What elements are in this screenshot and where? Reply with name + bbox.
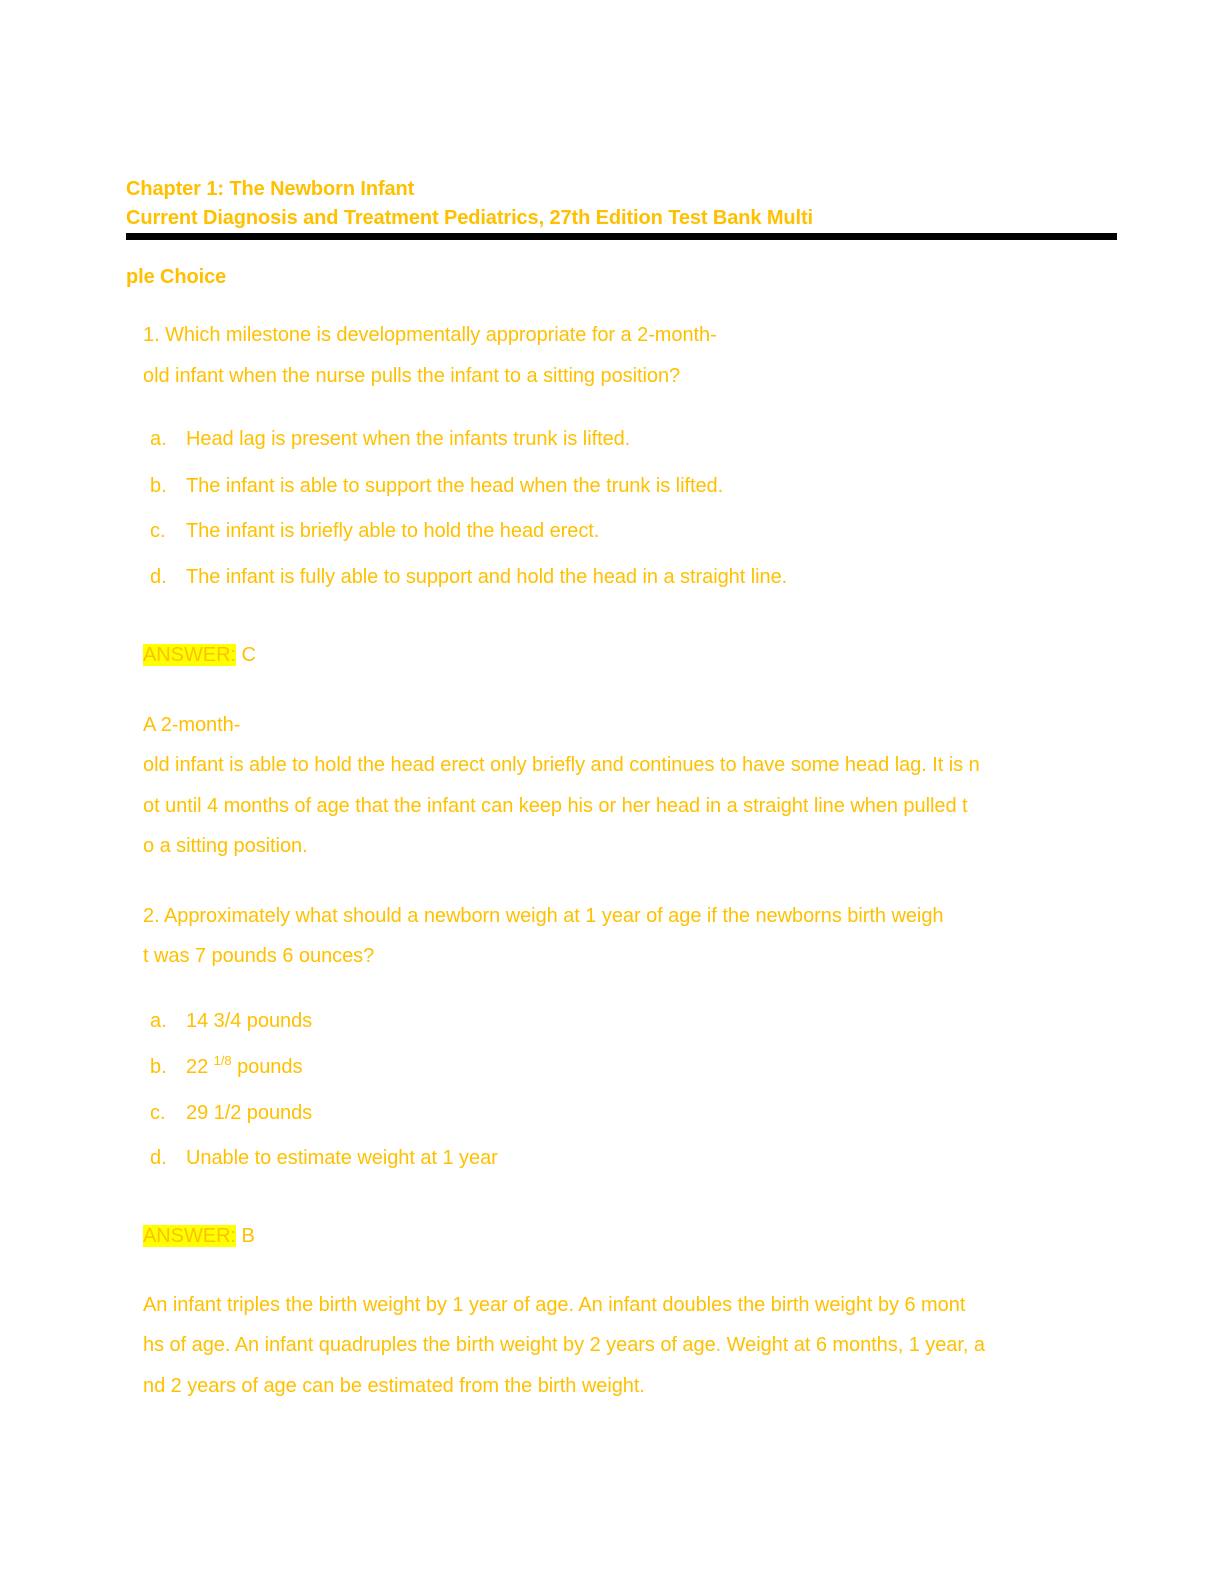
option-marker: c. [150,1102,166,1124]
option-marker: b. [150,1056,167,1078]
answer-label: ANSWER: [143,1225,236,1247]
section-label: ple Choice [126,266,227,288]
question-1-rationale-line-4: o a sitting position. [143,835,308,857]
answer-value: B [236,1225,255,1247]
header-divider [126,233,1117,240]
question-1-stem-line-1: 1. Which milestone is developmentally appropriate for a 2-month- [143,324,717,346]
question-2-stem-line-2: t was 7 pounds 6 ounces? [143,945,375,967]
option-marker: b. [150,475,167,497]
question-1-rationale-line-3: ot until 4 months of age that the infant can keep his or her head in a straight line when pulled t [143,795,968,817]
option-marker: d. [150,566,167,588]
option-text: 14 3/4 pounds [186,1010,313,1032]
question-1-rationale-line-2: old infant is able to hold the head erect only briefly and continues to have some head lag. It is n [143,754,980,776]
question-2-rationale-line-2: hs of age. An infant quadruples the birth weight by 2 years of age. Weight at 6 months, 1 year, a [143,1334,985,1356]
option-marker: c. [150,520,166,542]
option-text: Head lag is present when the infants trunk is lifted. [186,428,631,450]
option-marker: a. [150,1010,167,1032]
question-2-rationale-line-3: nd 2 years of age can be estimated from the birth weight. [143,1375,645,1397]
answer-label: ANSWER: [143,644,236,666]
question-1-answer [143,644,256,667]
question-2-stem-line-1: 2. Approximately what should a newborn weigh at 1 year of age if the newborns birth weigh [143,905,944,927]
option-text: The infant is briefly able to hold the head erect. [186,520,600,542]
option-text: The infant is able to support the head when the trunk is lifted. [186,475,724,497]
option-marker: d. [150,1147,167,1169]
option-text [186,1053,303,1079]
option-text: Unable to estimate weight at 1 year [186,1147,498,1169]
option-fraction: 1/8 [213,1053,232,1068]
option-text-main: 22 [186,1056,214,1078]
option-text-end: pounds [231,1056,303,1078]
book-title: Current Diagnosis and Treatment Pediatrics, 27th Edition Test Bank Multi [126,207,813,229]
question-2-answer [143,1225,255,1248]
answer-value: C [236,644,256,666]
question-2-rationale-line-1: An infant triples the birth weight by 1 year of age. An infant doubles the birth weight by 6 mont [143,1294,966,1316]
question-1-stem-line-2: old infant when the nurse pulls the infant to a sitting position? [143,365,681,387]
question-1-rationale-line-1: A 2-month- [143,714,241,736]
chapter-title: Chapter 1: The Newborn Infant [126,178,415,200]
option-marker: a. [150,428,167,450]
option-text: 29 1/2 pounds [186,1102,313,1124]
option-text: The infant is fully able to support and hold the head in a straight line. [186,566,788,588]
